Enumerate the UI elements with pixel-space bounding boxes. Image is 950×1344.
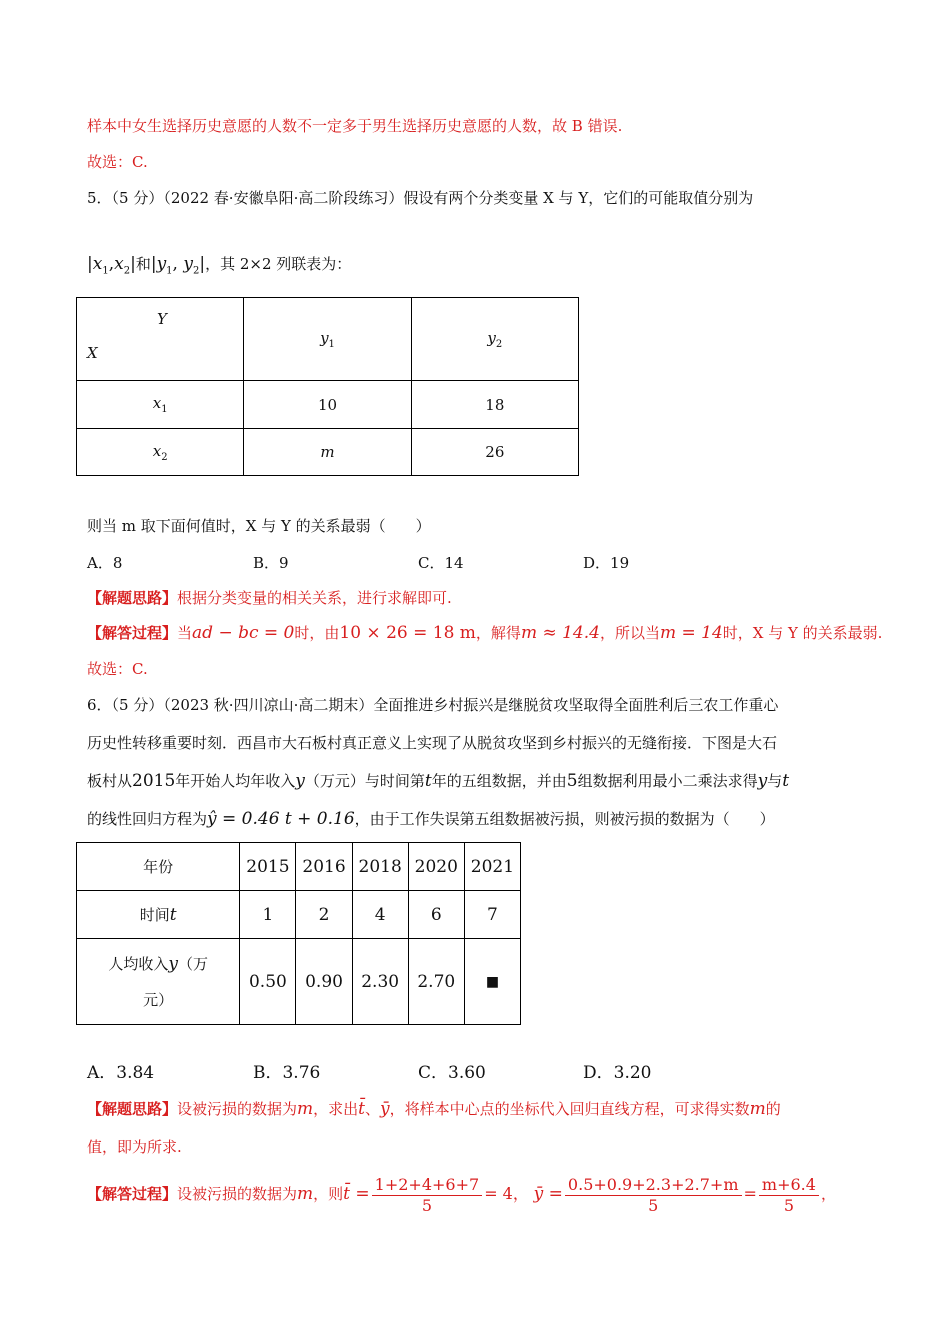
- row-x1-label: $x_1$: [77, 381, 244, 429]
- q5-option-a[interactable]: A．8: [87, 554, 123, 572]
- income-label: 人均收入y（万 元）: [77, 939, 240, 1025]
- year-cell: 2020: [408, 843, 464, 891]
- fraction-y-simplified: $\frac{m+6.4}{5}$: [759, 1175, 819, 1216]
- q5-option-d[interactable]: D．19: [583, 554, 630, 572]
- q5-process: 【解答过程】当ad − bc = 0时，由10 × 26 = 18 m，解得m ≈ 14.4，所以当m = 14时，X 与 Y 的关系最弱.: [87, 623, 883, 643]
- q6-option-b[interactable]: B．3.76: [253, 1063, 321, 1083]
- prev-answer: 故选：C.: [87, 153, 148, 171]
- year-cell: 2018: [352, 843, 408, 891]
- header-y2: $y_2$: [411, 298, 578, 381]
- fraction-t-mean: $\frac{1+2+4+6+7}{5}$: [372, 1175, 483, 1216]
- q6-stem-line2: 历史性转移重要时刻．西昌市大石板村真正意义上实现了从脱贫攻坚到乡村振兴的无缝衔接．下图是大石: [87, 734, 778, 752]
- q6-stem-line1: 6．（5 分）（2023 秋·四川凉山·高二期末）全面推进乡村振兴是继脱贫攻坚取得全面胜利后三农工作重心: [87, 696, 779, 714]
- q5-option-b[interactable]: B．9: [253, 554, 289, 572]
- income-cell: 0.90: [296, 939, 352, 1025]
- income-table: [76, 842, 521, 1025]
- smudged-cell: ■: [464, 939, 520, 1025]
- fraction-y-mean: $\frac{0.5+0.9+2.3+2.7+m}{5}$: [565, 1175, 742, 1216]
- prev-conclusion: 样本中女生选择历史意愿的人数不一定多于男生选择历史意愿的人数，故 B 错误.: [87, 117, 623, 135]
- cell-r2c2: 26: [411, 429, 578, 476]
- header-y1: $y_1$: [244, 298, 411, 381]
- year-cell: 2015: [240, 843, 296, 891]
- time-cell: 4: [352, 891, 408, 939]
- set-x: $|x_1,x_2|$: [87, 254, 136, 277]
- set-y: $|y_1$, $y_2|$: [150, 254, 206, 277]
- q5-option-c[interactable]: C．14: [418, 554, 464, 572]
- regression-equation: ŷ = 0.46 t + 0.16: [207, 809, 355, 829]
- q6-stem-line4: 的线性回归方程为ŷ = 0.46 t + 0.16，由于工作失误第五组数据被污损，则被污损的数据为（ ）: [87, 809, 775, 829]
- q6-process: 【解答过程】设被污损的数据为m，则t̄ = $\frac{1+2+4+6+7}{5}$ = 4， ȳ = $\frac{0.5+0.9+2.3+2.7+m}{5}$ = $\frac{m+6.4}{5}$ ，: [87, 1174, 836, 1215]
- q6-hint-line2: 值，即为所求.: [87, 1138, 182, 1156]
- time-cell: 2: [296, 891, 352, 939]
- q5-question: 则当 m 取下面何值时，X 与 Y 的关系最弱（ ）: [87, 517, 431, 535]
- row-x2-label: $x_2$: [77, 429, 244, 476]
- cell-r1c1: 10: [244, 381, 411, 429]
- time-cell: 6: [408, 891, 464, 939]
- q5-answer: 故选：C.: [87, 660, 148, 678]
- year-cell: 2016: [296, 843, 352, 891]
- time-cell: 1: [240, 891, 296, 939]
- contingency-table: [76, 297, 579, 476]
- time-label: 时间t: [77, 891, 240, 939]
- q6-stem-line3: 板村从2015年开始人均年收入y（万元）与时间第t年的五组数据，并由5组数据利用最小二乘法求得y与t: [87, 771, 790, 791]
- q5-hint: 【解题思路】根据分类变量的相关关系，进行求解即可.: [87, 589, 452, 607]
- cell-r1c2: 18: [411, 381, 578, 429]
- q6-option-d[interactable]: D．3.20: [583, 1063, 652, 1083]
- income-cell: 2.30: [352, 939, 408, 1025]
- year-cell: 2021: [464, 843, 520, 891]
- income-cell: 2.70: [408, 939, 464, 1025]
- cell-r2c1: m: [244, 429, 411, 476]
- q5-stem-line1: 5．（5 分）（2022 春·安徽阜阳·高二阶段练习）假设有两个分类变量 X 与 Y，它们的可能取值分别为: [87, 189, 754, 207]
- q6-option-a[interactable]: A．3.84: [87, 1063, 155, 1083]
- q6-hint-line1: 【解题思路】设被污损的数据为m，求出t̄、ȳ，将样本中心点的坐标代入回归直线方程，可求得实数m的: [87, 1099, 781, 1119]
- income-cell: 0.50: [240, 939, 296, 1025]
- header-year-label: 年份: [77, 843, 240, 891]
- table-corner-cell: Y X: [77, 298, 244, 381]
- q5-stem-line2: $|x_1,x_2|$和$|y_1$, $y_2|$，其 2×2 列联表为：: [87, 254, 352, 277]
- time-cell: 7: [464, 891, 520, 939]
- q6-option-c[interactable]: C．3.60: [418, 1063, 486, 1083]
